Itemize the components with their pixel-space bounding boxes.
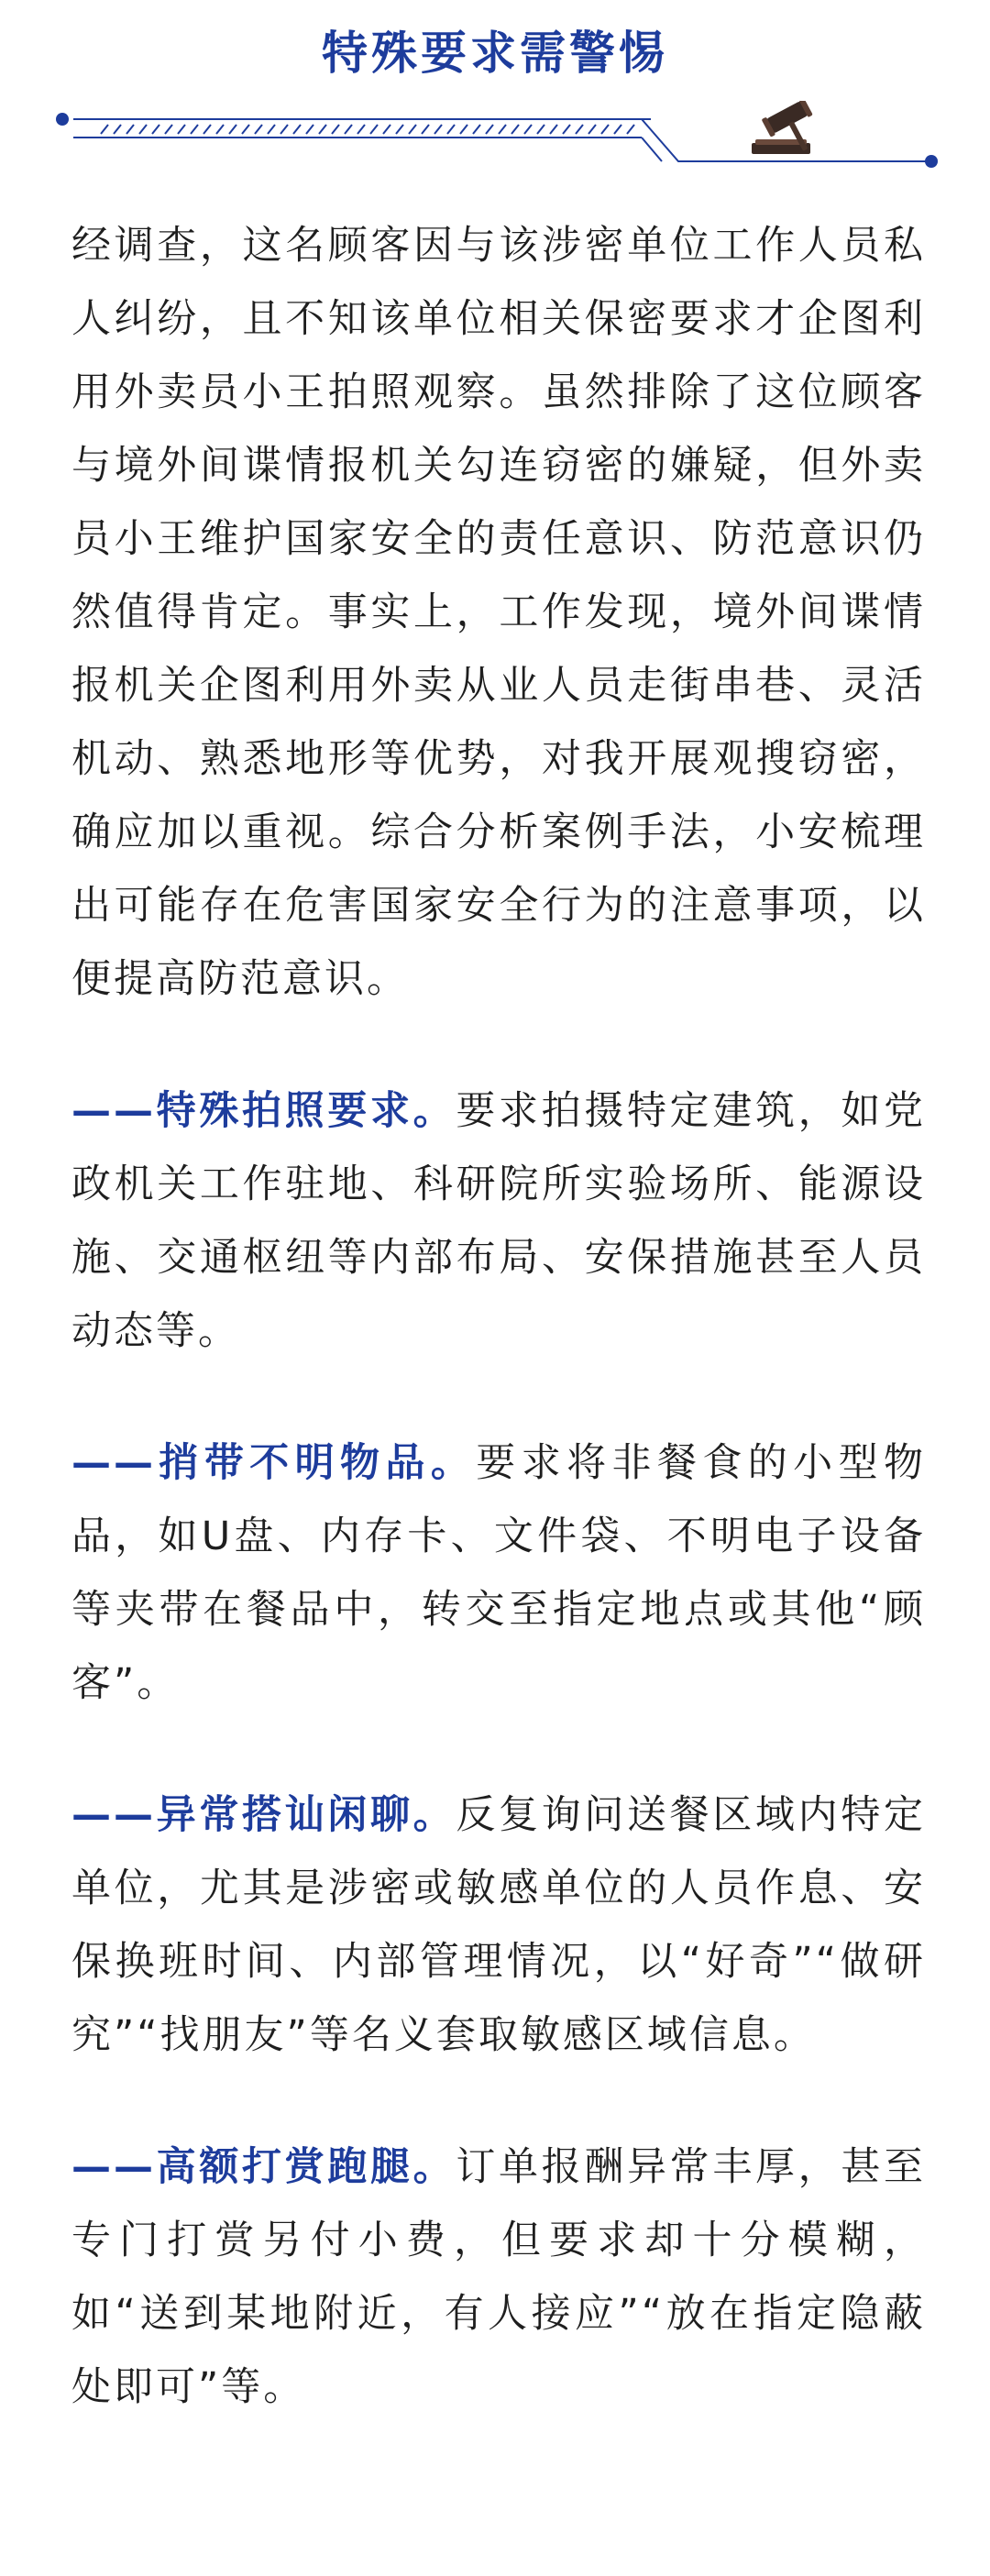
title-divider bbox=[0, 101, 990, 174]
warning-item bbox=[72, 1074, 926, 1368]
divider-left-dot bbox=[56, 113, 69, 126]
warning-item-text: 订单报酬异常丰厚，甚至专门打赏另付小费，但要求却十分模糊，如“送到某地附近，有人接应”“放在指定隐蔽处即可”等。 bbox=[72, 2144, 927, 2410]
warning-item-text: 反复询问送餐区域内特定单位，尤其是涉密或敏感单位的人员作息、安保换班时间、内部管理情况，以“好奇”“做研究”“找朋友”等名义套取敏感区域信息。 bbox=[72, 1792, 927, 2058]
warning-item-heading: ——特殊拍照要求。 bbox=[72, 1088, 456, 1134]
warning-item bbox=[72, 1778, 926, 2072]
warning-item-text: 要求拍摄特定建筑，如党政机关工作驻地、科研院所实验场所、能源设施、交通枢纽等内部布局、安保措施甚至人员动态等。 bbox=[72, 1088, 927, 1354]
warning-item-heading: ——高额打赏跑腿。 bbox=[72, 2144, 456, 2190]
divider-right-dot bbox=[925, 155, 938, 168]
warning-item-text: 要求将非餐食的小型物品，如U盘、内存卡、文件袋、不明电子设备等夹带在餐品中，转交至指定地点或其他“顾客”。 bbox=[72, 1440, 927, 1706]
warning-item-heading: ——异常搭讪闲聊。 bbox=[72, 1792, 456, 1838]
intro-paragraph: 经调查，这名顾客因与该涉密单位工作人员私人纠纷，且不知该单位相关保密要求才企图利用外卖员小王拍照观察。虽然排除了这位顾客与境外间谍情报机关勾连窃密的嫌疑，但外卖员小王维护国家安全的责任意识、防范意识仍然值得肯定。事实上，工作发现，境外间谍情报机关企图利用外卖从业人员走街串巷、灵活机动、熟悉地形等优势，对我开展观搜窃密，确应加以重视。综合分析案例手法，小安梳理出可能存在危害国家安全行为的注意事项，以便提高防范意识。 bbox=[72, 223, 926, 1002]
warning-item-heading: ——捎带不明物品。 bbox=[72, 1440, 477, 1486]
gavel-icon bbox=[752, 101, 826, 161]
divider-hatch-band bbox=[92, 125, 660, 134]
warning-item bbox=[72, 1426, 926, 1720]
article-body bbox=[72, 209, 926, 2482]
warning-item bbox=[72, 2130, 926, 2424]
section-title: 特殊要求需警惕 bbox=[322, 27, 668, 80]
